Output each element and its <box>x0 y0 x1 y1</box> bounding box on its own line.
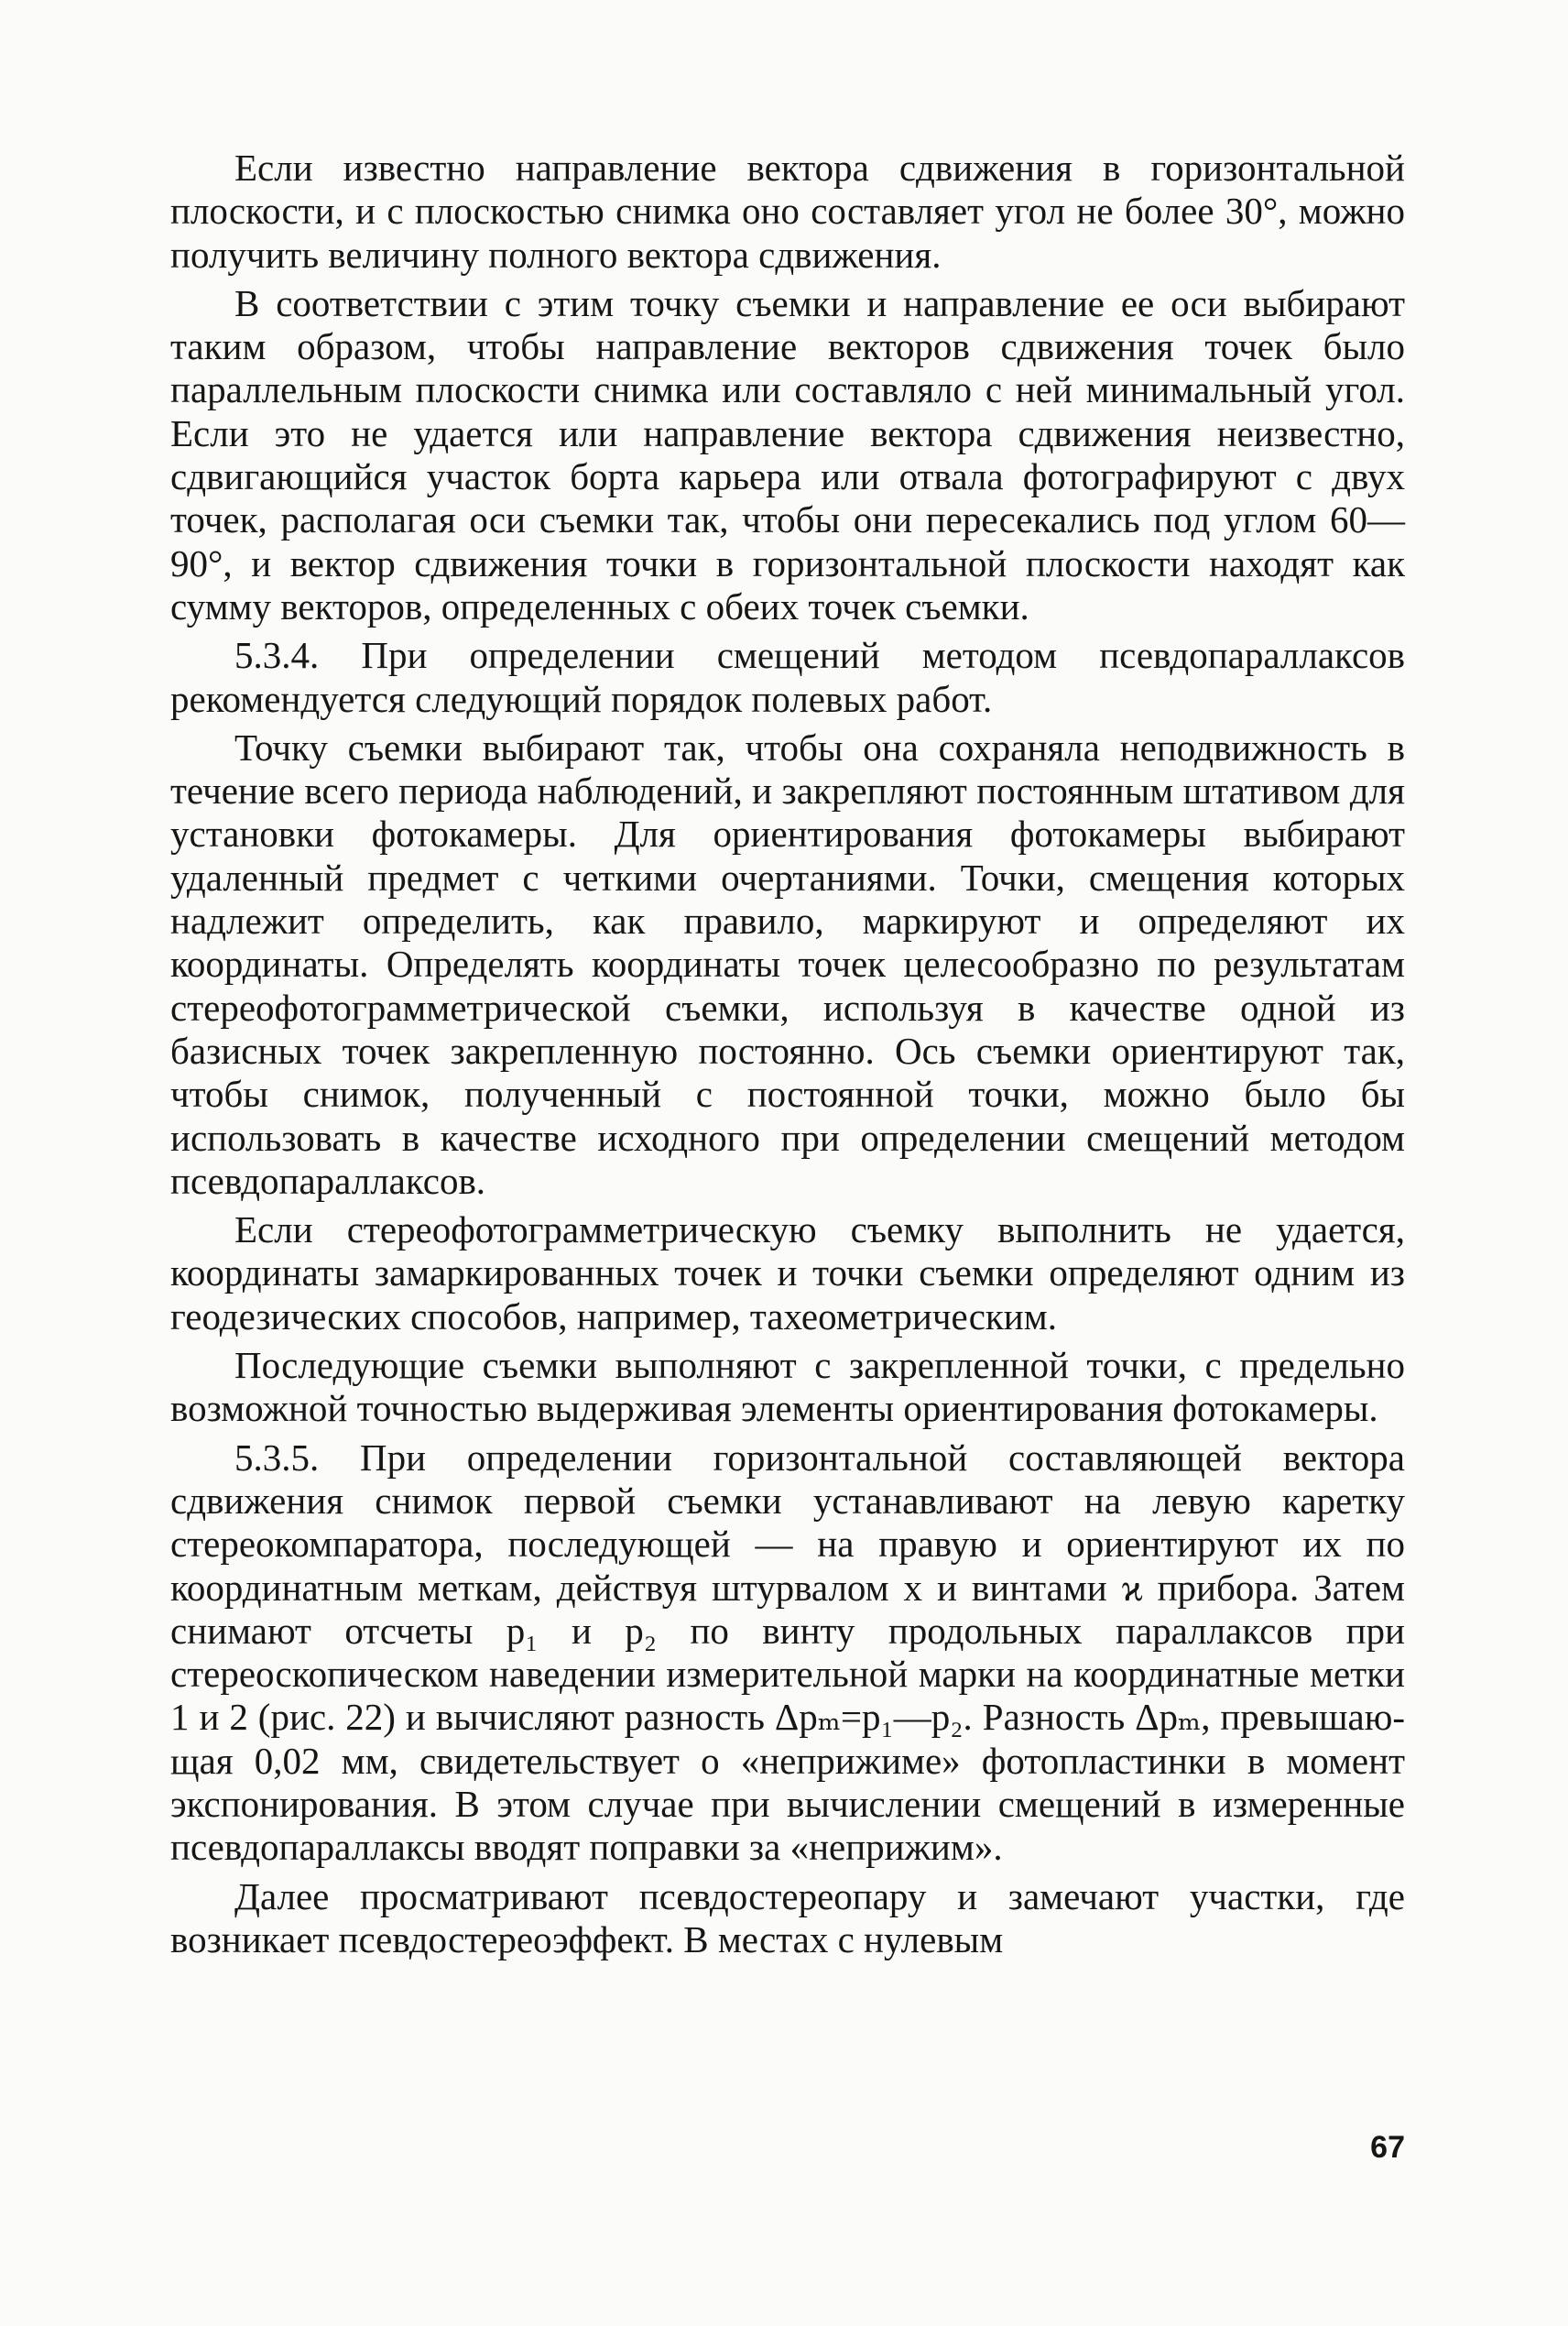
paragraph-4: Точку съемки выбирают так, чтобы она сохраняла неподвижность в течение всего периода наблюдений, и закрепляют постоянным штативом для установки фотокамеры. Для ориентирования фотокамеры выбирают удаленный предмет с четкими очертаниями. Точки, смещения которых надлежит определить, как правило, маркируют и определяют их координаты. Определять координаты точек целесообразно по результатам стереофотограмметрической съемки, используя в качестве одной из базисных точек закрепленную постоянно. Ось съемки ориентируют так, чтобы снимок, полученный с постоянной точки, можно было бы использовать в качестве исходного при определении смещений методом псевдопараллаксов. <box>170 726 1405 1202</box>
paragraph-5: Если стереофотограмметрическую съемку выполнить не удается, координаты замаркированных точек и точки съемки определяют одним из геодезических способов, например, тахеометрическим. <box>170 1208 1405 1338</box>
paragraph-1: Если известно направление вектора сдвижения в горизонтальной плоскости, и с плоскостью снимка оно составляет угол не более 30°, можно получить величину полного вектора сдвижения. <box>170 147 1405 276</box>
paragraph-3: 5.3.4. При определении смещений методом псевдопараллаксов рекомендуется следующий порядок полевых работ. <box>170 634 1405 720</box>
paragraph-8: Далее просматривают псевдостереопару и замечают участки, где возникает псевдостереоэффект. В местах с нулевым <box>170 1874 1405 1960</box>
body-text <box>170 147 1405 1967</box>
paragraph-7: 5.3.5. При определении горизонтальной составляющей вектора сдвижения снимок первой съемки устанавливают на левую каретку стереокомпаратора, последующей — на правую и ориентируют их по координатным меткам, действуя штурвалом x и винтами ϰ прибора. Затем снимают отсчеты p₁ и p₂ по винту продольных параллаксов при стереоскопическом наведении измерительной марки на координатные метки 1 и 2 (рис. 22) и вычисляют разность Δpₘ=p₁—p₂. Разность Δpₘ, превышающая 0,02 мм, свидетельствует о «неприжиме» фотопластинки в момент экспонирования. В этом случае при вычислении смещений в измеренные псевдопараллаксы вводят поправки за «неприжим». <box>170 1436 1405 1869</box>
paragraph-6: Последующие съемки выполняют с закрепленной точки, с предельно возможной точностью выдерживая элементы ориентирования фотокамеры. <box>170 1344 1405 1430</box>
paragraph-2: В соответствии с этим точку съемки и направление ее оси выбирают таким образом, чтобы направление векторов сдвижения точек было параллельным плоскости снимка или составляло с ней минимальный угол. Если это не удается или направление вектора сдвижения неизвестно, сдвигающийся участок борта карьера или отвала фотографируют с двух точек, располагая оси съемки так, чтобы они пересекались под углом 60—90°, и вектор сдвижения точки в горизонтальной плоскости находят как сумму векторов, определенных с обеих точек съемки. <box>170 281 1405 628</box>
page-number: 67 <box>1370 2130 1405 2165</box>
